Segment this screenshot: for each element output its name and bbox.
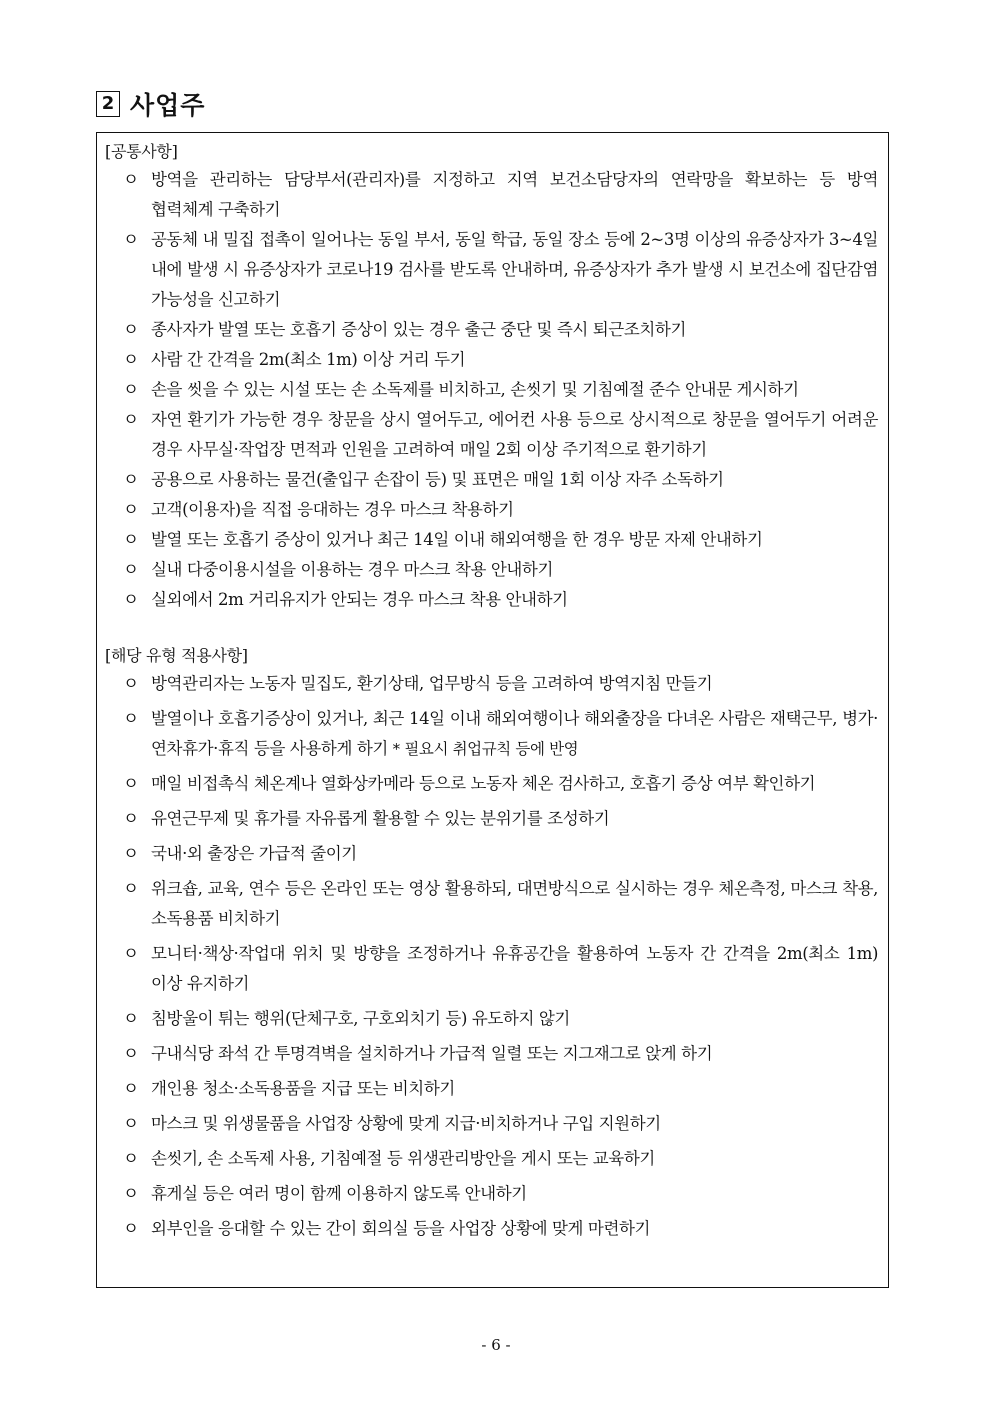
list-item-text: 휴게실 등은 여러 명이 함께 이용하지 않도록 안내하기 [151, 1184, 527, 1203]
common-section [105, 139, 878, 615]
content-box [96, 132, 889, 1288]
bullet-icon: ㅇ [123, 1149, 139, 1168]
list-item-text: 침방울이 튀는 행위(단체구호, 구호외치기 등) 유도하지 않기 [151, 1009, 570, 1028]
list-item [105, 165, 878, 225]
bullet-icon: ㅇ [123, 879, 139, 898]
bullet-icon: ㅇ [123, 774, 139, 793]
list-item [105, 1214, 878, 1244]
list-item-text: 방역을 관리하는 담당부서(관리자)를 지정하고 지역 보건소담당자의 연락망을 확보하는 등 방역 협력체계 구축하기 [151, 170, 878, 219]
bullet-icon: ㅇ [123, 1044, 139, 1063]
list-item-text: 실외에서 2m 거리유지가 안되는 경우 마스크 착용 안내하기 [151, 590, 568, 609]
bullet-icon: ㅇ [123, 500, 139, 519]
list-item [105, 375, 878, 405]
applied-section [105, 643, 878, 1244]
list-item-text: 발열이나 호흡기증상이 있거나, 최근 14일 이내 해외여행이나 해외출장을 다녀온 사람은 재택근무, 병가·연차휴가·휴직 등을 사용하게 하기 * 필요시 취업규칙 등에 반영 [151, 709, 878, 758]
list-item [105, 585, 878, 615]
list-item [105, 1109, 878, 1139]
list-item [105, 525, 878, 555]
list-item-text: 자연 환기가 가능한 경우 창문을 상시 열어두고, 에어컨 사용 등으로 상시적으로 창문을 열어두기 어려운 경우 사무실·작업장 면적과 인원을 고려하여 매일 2회 이상 주기적으로 환기하기 [151, 410, 878, 459]
list-item-text: 공용으로 사용하는 물건(출입구 손잡이 등) 및 표면은 매일 1회 이상 자주 소독하기 [151, 470, 724, 489]
list-item-text: 종사자가 발열 또는 호흡기 증상이 있는 경우 출근 중단 및 즉시 퇴근조치하기 [151, 320, 687, 339]
list-item [105, 1004, 878, 1034]
list-item-text: 모니터·책상·작업대 위치 및 방향을 조정하거나 유휴공간을 활용하여 노동자 간 간격을 2m(최소 1m) 이상 유지하기 [151, 944, 878, 993]
bullet-icon: ㅇ [123, 844, 139, 863]
list-item [105, 345, 878, 375]
list-item [105, 225, 878, 315]
list-item-text: 발열 또는 호흡기 증상이 있거나 최근 14일 이내 해외여행을 한 경우 방문 자제 안내하기 [151, 530, 763, 549]
bullet-icon: ㅇ [123, 809, 139, 828]
page-number: - 6 - [481, 1336, 511, 1354]
list-item-text: 위크숍, 교육, 연수 등은 온라인 또는 영상 활용하되, 대면방식으로 실시하는 경우 체온측정, 마스크 착용, 소독용품 비치하기 [151, 879, 878, 928]
bullet-icon: ㅇ [123, 709, 139, 728]
list-item [105, 769, 878, 799]
list-item-text: 공동체 내 밀집 접촉이 일어나는 동일 부서, 동일 학급, 동일 장소 등에 2~3명 이상의 유증상자가 3~4일 내에 발생 시 유증상자가 코로나19 검사를 받도록 안내하며, 유증상자가 추가 발생 시 보건소에 집단감염 가능성을 신고하기 [151, 230, 878, 309]
bullet-icon: ㅇ [123, 1009, 139, 1028]
bullet-icon: ㅇ [123, 1219, 139, 1238]
bullet-icon: ㅇ [123, 560, 139, 579]
list-item-text: 구내식당 좌석 간 투명격벽을 설치하거나 가급적 일렬 또는 지그재그로 앉게 하기 [151, 1044, 713, 1063]
list-item [105, 315, 878, 345]
list-item-text: 유연근무제 및 휴가를 자유롭게 활용할 수 있는 분위기를 조성하기 [151, 809, 610, 828]
list-item-text: 사람 간 간격을 2m(최소 1m) 이상 거리 두기 [151, 350, 466, 369]
list-item [105, 1074, 878, 1104]
common-list [105, 165, 878, 615]
list-item [105, 939, 878, 999]
list-item-text: 손을 씻을 수 있는 시설 또는 손 소독제를 비치하고, 손씻기 및 기침예절 준수 안내문 게시하기 [151, 380, 799, 399]
list-item-text: 외부인을 응대할 수 있는 간이 회의실 등을 사업장 상황에 맞게 마련하기 [151, 1219, 651, 1238]
list-item-text: 마스크 및 위생물품을 사업장 상황에 맞게 지급·비치하거나 구입 지원하기 [151, 1114, 661, 1133]
list-item [105, 669, 878, 699]
bullet-icon: ㅇ [123, 380, 139, 399]
list-item [105, 555, 878, 585]
bullet-icon: ㅇ [123, 470, 139, 489]
bullet-icon: ㅇ [123, 590, 139, 609]
applied-section-title: [해당 유형 적용사항] [105, 646, 248, 665]
bullet-icon: ㅇ [123, 350, 139, 369]
bullet-icon: ㅇ [123, 1114, 139, 1133]
applied-list [105, 669, 878, 1244]
list-item-text: 방역관리자는 노동자 밀집도, 환기상태, 업무방식 등을 고려하여 방역지침 만들기 [151, 674, 713, 693]
list-item-text: 개인용 청소·소독용품을 지급 또는 비치하기 [151, 1079, 455, 1098]
bullet-icon: ㅇ [123, 1184, 139, 1203]
list-item [105, 1144, 878, 1174]
list-item [105, 495, 878, 525]
list-item [105, 465, 878, 495]
common-section-title: [공통사항] [105, 142, 178, 161]
bullet-icon: ㅇ [123, 410, 139, 429]
bullet-icon: ㅇ [123, 170, 139, 189]
section-number-box: 2 [96, 91, 120, 117]
bullet-icon: ㅇ [123, 944, 139, 963]
list-item [105, 1039, 878, 1069]
section-title: 사업주 [130, 91, 206, 120]
bullet-icon: ㅇ [123, 530, 139, 549]
list-item-text: 실내 다중이용시설을 이용하는 경우 마스크 착용 안내하기 [151, 560, 554, 579]
list-item-text: 손씻기, 손 소독제 사용, 기침예절 등 위생관리방안을 게시 또는 교육하기 [151, 1149, 655, 1168]
list-item [105, 1179, 878, 1209]
list-item [105, 874, 878, 934]
list-item-text: 국내·외 출장은 가급적 줄이기 [151, 844, 357, 863]
bullet-icon: ㅇ [123, 674, 139, 693]
list-item [105, 804, 878, 834]
bullet-icon: ㅇ [123, 320, 139, 339]
list-item [105, 405, 878, 465]
section-heading [96, 86, 205, 122]
bullet-icon: ㅇ [123, 1079, 139, 1098]
list-item [105, 839, 878, 869]
list-item-text: 고객(이용자)을 직접 응대하는 경우 마스크 착용하기 [151, 500, 514, 519]
list-item-text: 매일 비접촉식 체온계나 열화상카메라 등으로 노동자 체온 검사하고, 호흡기 증상 여부 확인하기 [151, 774, 816, 793]
note-text: * 필요시 취업규칙 등에 반영 [387, 740, 579, 758]
bullet-icon: ㅇ [123, 230, 139, 249]
list-item [105, 704, 878, 764]
